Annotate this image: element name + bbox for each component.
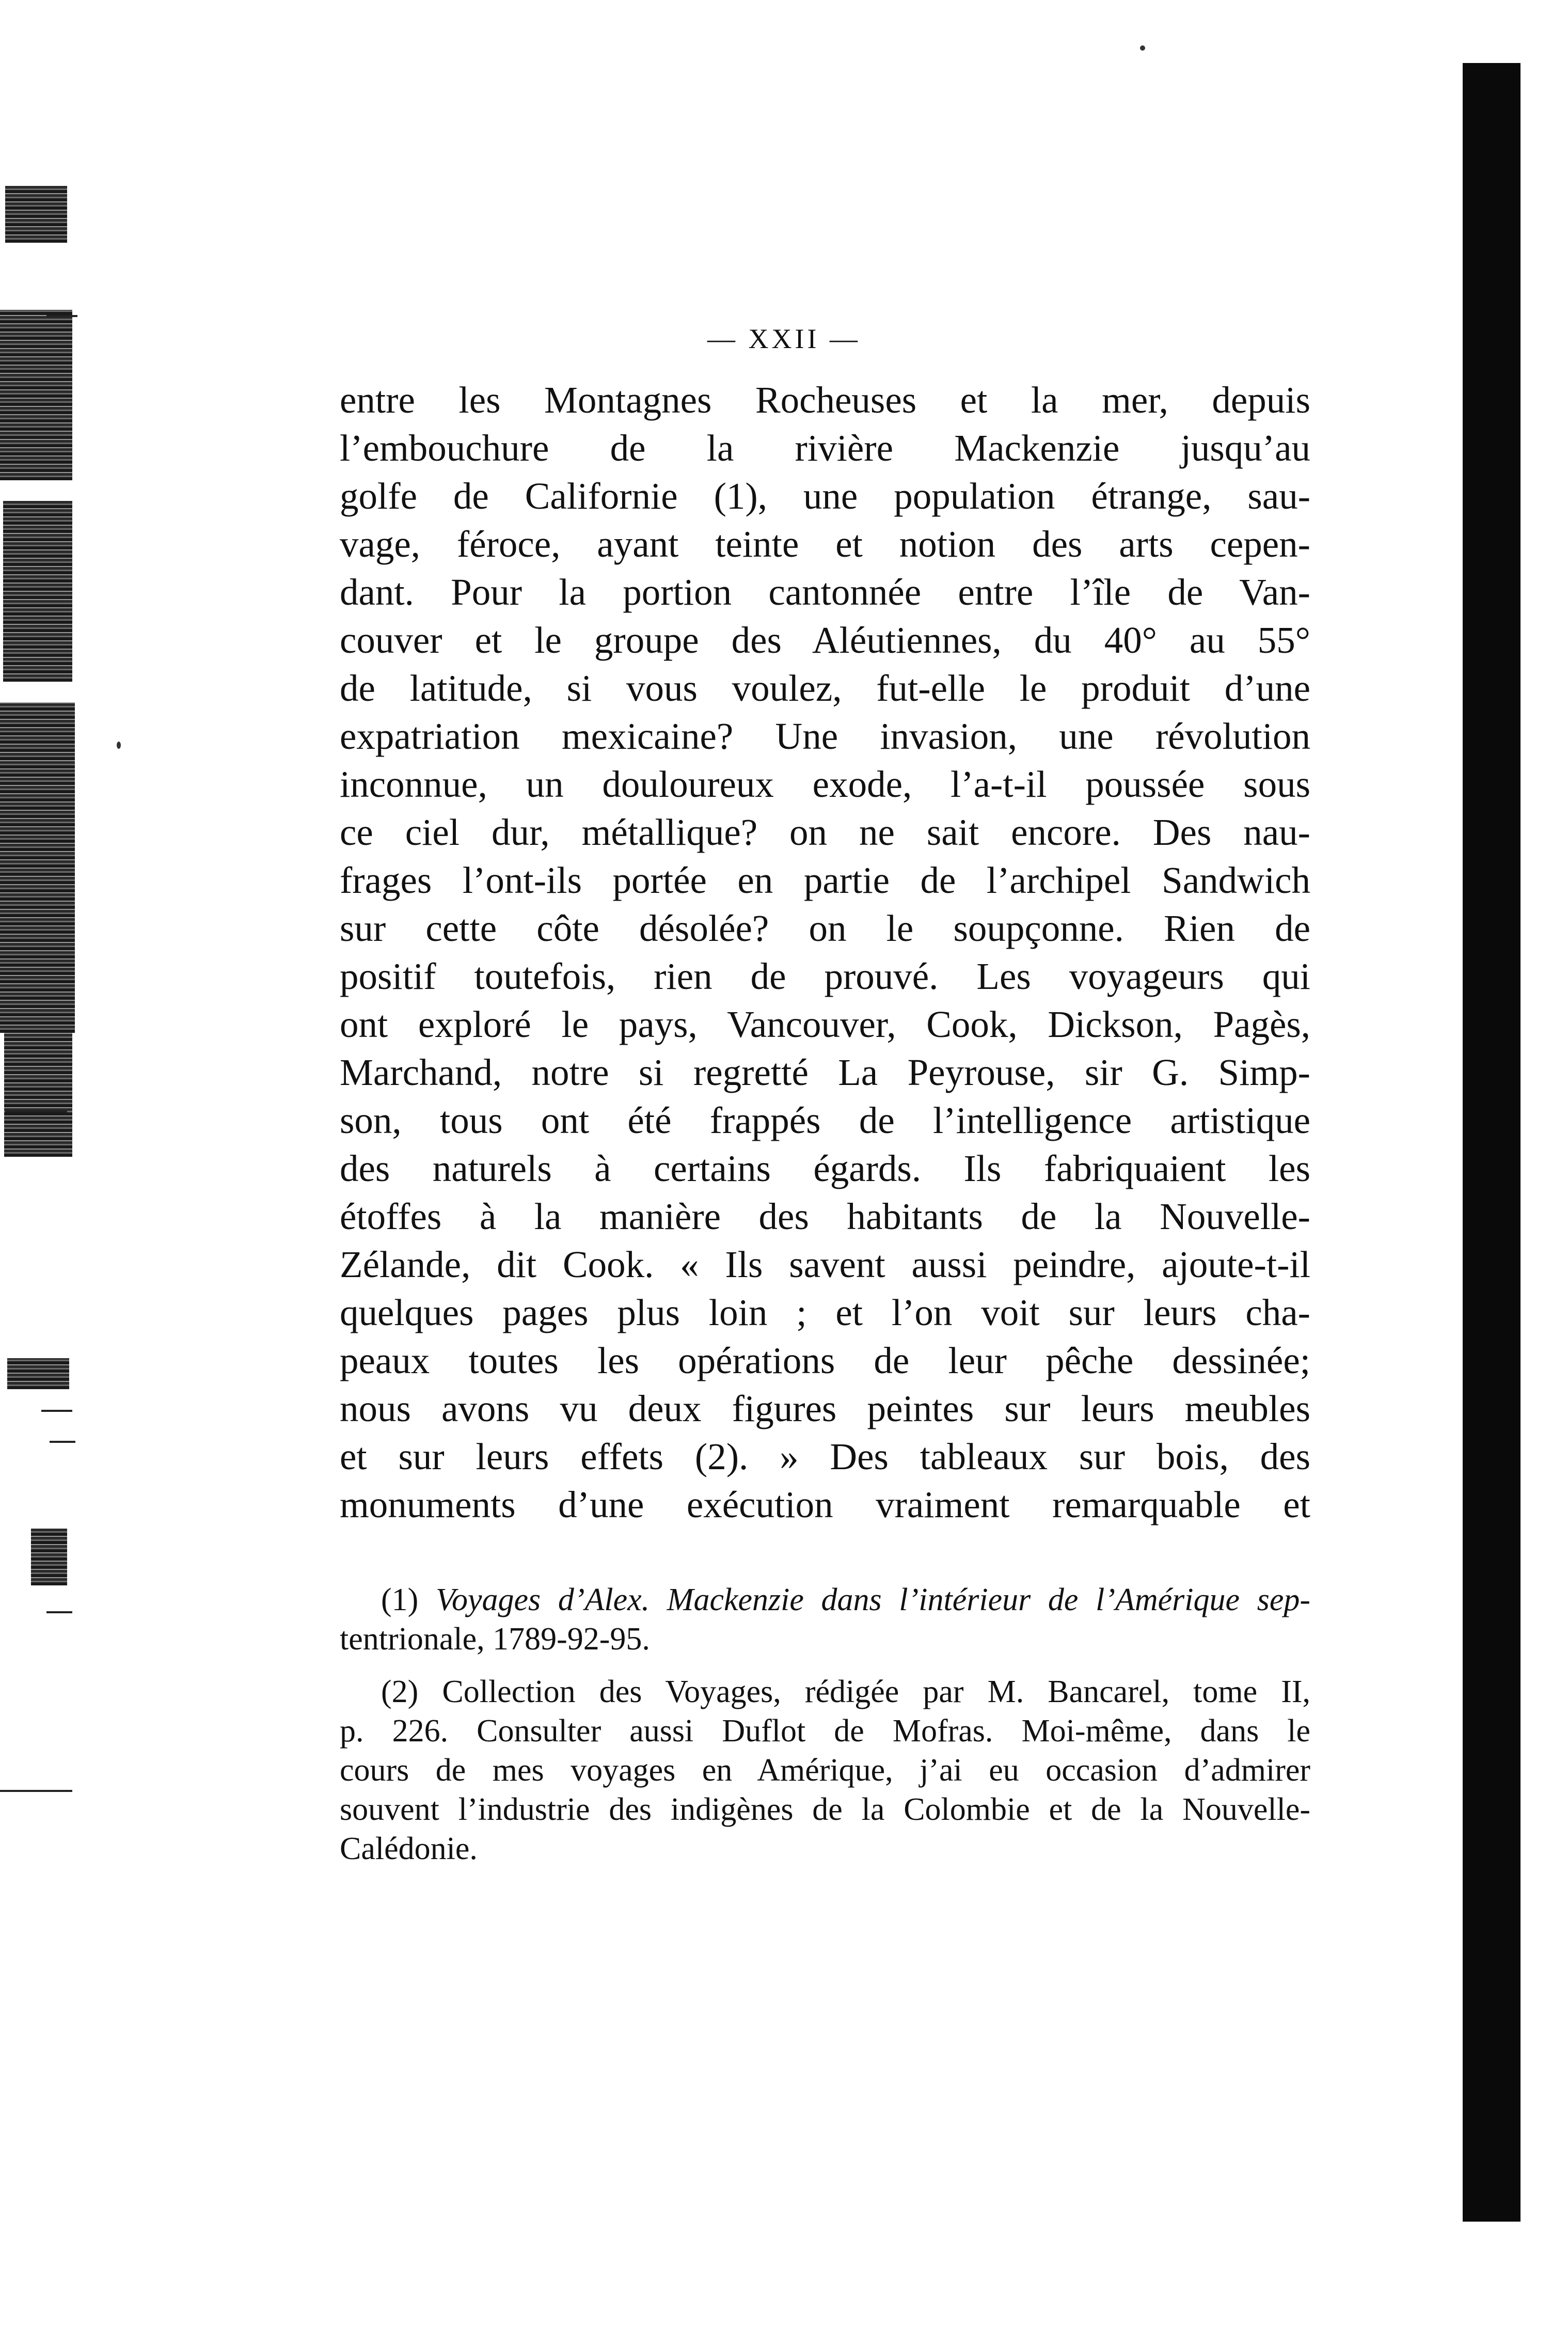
scan-edge-shadow	[1463, 63, 1521, 2222]
scan-speck	[117, 742, 121, 749]
text-line: quelques pages plus loin ; et l’on voit sur leurs cha-	[340, 1292, 1310, 1333]
text-line: golfe de Californie (1), une population étrange, sau-	[340, 475, 1310, 517]
text-line: vage, féroce, ayant teinte et notion des arts cepen-	[340, 523, 1310, 565]
scan-gutter-noise	[0, 176, 77, 1467]
footnote-1-line	[340, 1580, 1310, 1619]
text-line: sur cette côte désolée? on le soupçonne. Rien de	[340, 907, 1310, 949]
footnote-2-text: Collection des Voyages, rédigée par M. Bancarel, tome II,	[442, 1674, 1310, 1709]
scan-mark	[0, 1790, 72, 1792]
text-line: Zélande, dit Cook. « Ils savent aussi peindre, ajoute-t-il	[340, 1244, 1310, 1285]
scan-speck	[1140, 45, 1145, 51]
text-line: ont exploré le pays, Vancouver, Cook, Dickson, Pagès,	[340, 1003, 1310, 1045]
footnote-1-marker: (1)	[381, 1582, 419, 1617]
text-line: peaux toutes les opérations de leur pêche dessinée;	[340, 1340, 1310, 1381]
text-line: nous avons vu deux figures peintes sur leurs meubles	[340, 1388, 1310, 1429]
footnote-1-text: Voyages d’Alex. Mackenzie dans l’intérieur de l’Amérique sep-	[435, 1582, 1310, 1617]
body-text	[340, 376, 1310, 1529]
running-head: — XXII —	[707, 323, 861, 354]
text-line: expatriation mexicaine? Une invasion, une révolution	[340, 715, 1310, 757]
text-line: l’embouchure de la rivière Mackenzie jusqu’au	[340, 427, 1310, 469]
footnote-2-marker: (2)	[381, 1674, 419, 1709]
footnote-2-line: p. 226. Consulter aussi Duflot de Mofras. Moi-même, dans le	[340, 1713, 1310, 1749]
footnotes	[340, 1580, 1310, 1868]
footnote-1-line: tentrionale, 1789-92-95.	[340, 1622, 650, 1657]
text-line: inconnue, un douloureux exode, l’a-t-il poussée sous	[340, 763, 1310, 805]
text-line: frages l’ont-ils portée en partie de l’archipel Sandwich	[340, 859, 1310, 901]
text-line: couver et le groupe des Aléutiennes, du 40° au 55°	[340, 619, 1310, 661]
text-line: dant. Pour la portion cantonnée entre l’île de Van-	[340, 571, 1310, 613]
text-line: étoffes à la manière des habitants de la Nouvelle-	[340, 1196, 1310, 1237]
footnote-2-line	[340, 1672, 1310, 1711]
text-line: Marchand, notre si regretté La Peyrouse, sir G. Simp-	[340, 1051, 1310, 1093]
text-line: monuments d’une exécution vraiment remarquable et	[340, 1484, 1310, 1525]
text-line: positif toutefois, rien de prouvé. Les voyageurs qui	[340, 955, 1310, 997]
text-line: son, tous ont été frappés de l’intelligence artistique	[340, 1099, 1310, 1141]
text-line: des naturels à certains égards. Ils fabriquaient les	[340, 1147, 1310, 1189]
footnote-2-line: Calédonie.	[340, 1831, 478, 1866]
text-line: ce ciel dur, métallique? on ne sait encore. Des nau-	[340, 811, 1310, 853]
text-line: de latitude, si vous voulez, fut-elle le produit d’une	[340, 667, 1310, 709]
text-line: et sur leurs effets (2). » Des tableaux sur bois, des	[340, 1436, 1310, 1477]
text-line: entre les Montagnes Rocheuses et la mer, depuis	[340, 379, 1310, 421]
footnote-2-line: cours de mes voyages en Amérique, j’ai eu occasion d’admirer	[340, 1753, 1310, 1788]
footnote-2-line: souvent l’industrie des indigènes de la Colombie et de la Nouvelle-	[340, 1792, 1310, 1827]
